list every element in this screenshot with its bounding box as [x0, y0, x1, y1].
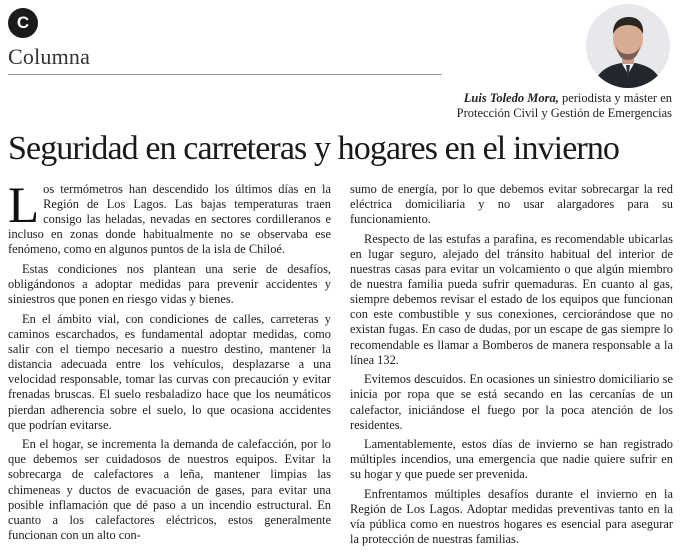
paragraph: Evitemos descuidos. En ocasiones un siniestro domiciliario se inicia por ropa que se está secando en las cercanías de un calefactor, iniciándose el fuego por la poca atención de los residentes. [350, 372, 673, 432]
paragraph: En el hogar, se incrementa la demanda de calefacción, por lo que debemos ser cuidadosos de nuestros equipos. Evitar la sobrecarga de calefactores a leña, mantener limpias las chimeneas y ductos de evacuación de gases, para evitar una posible inflamación que dé paso a un incendio estructural. En cuanto a los calefactores eléctricos, estos generalmente funcionan con un alto con- [8, 437, 331, 542]
author-role-1: periodista y máster en [558, 91, 672, 105]
author-byline [372, 91, 672, 121]
section-logo [8, 8, 38, 38]
article-column-right [350, 182, 673, 552]
paragraph: Los termómetros han descendido los últimos días en la Región de Los Lagos. Las bajas temperaturas traen consigo las heladas, nevadas en sectores cordilleranos e incluso en zonas donde habitualmente no se observaba ese fenómeno, como en algunos puntos de la isla de Chiloé. [8, 178, 331, 257]
logo-letter: C [16, 13, 30, 32]
header-divider [8, 74, 442, 75]
author-name: Luis Toledo Mora, [463, 91, 559, 105]
paragraph: Respecto de las estufas a parafina, es recomendable ubicarlas en lugar seguro, alejado del tránsito habitual del interior de nuestras casas para evitar un volcamiento o que algún miembro de nuestra familia pueda sufrir quemaduras. En cuanto al gas, siempre debemos revisar el estado de los equipos que funcionan con este combustible y sus conexiones, cerciorándose que no existan fugas. En caso de dudas, por un escape de gas siempre lo recomendable es llamar a Bomberos de manera responsable a la línea 132. [350, 231, 673, 367]
paragraph-continuation: sumo de energía, por lo que debemos evitar sobrecargar la red eléctrica domiciliaria y no usar alargadores para su funcionamiento. [350, 182, 673, 227]
article-column-left [8, 178, 331, 548]
byline-line-1 [372, 91, 672, 106]
author-portrait-icon [586, 4, 670, 88]
paragraph: Enfrentamos múltiples desafíos durante el invierno en la Región de Los Lagos. Adoptar medidas preventivas tanto en la vía pública como en nuestros hogares es esencial para asegurar la protección de nuestras familias. [350, 487, 673, 547]
article-headline: Seguridad en carreteras y hogares en el invierno [8, 130, 620, 167]
paragraph: En el ámbito vial, con condiciones de calles, carreteras y caminos escarchados, es fundamental adoptar medidas, como salir con el tiempo necesario a nuestro destino, mantener la distancia adecuada entre los vehículos, desplazarse a una velocidad responsable, tomar las curvas con precaución y evitar frenadas bruscas. El suelo resbaladizo hace que los neumáticos pierdan adherencia sobre el suelo, lo que ocasiona accidentes que podrían evitarse. [8, 311, 331, 432]
author-role-2: Protección Civil y Gestión de Emergencias [456, 106, 672, 120]
paragraph: Lamentablemente, estos días de invierno se han registrado múltiples incendios, una emergencia que nadie quiere sufrir en su hogar y que puede ser prevenida. [350, 437, 673, 482]
section-label: Columna [8, 44, 91, 69]
paragraph: Estas condiciones nos plantean una serie de desafíos, obligándonos a adoptar medidas para prevenir accidentes y siniestros que ponen en riesgo vidas y bienes. [8, 262, 331, 307]
